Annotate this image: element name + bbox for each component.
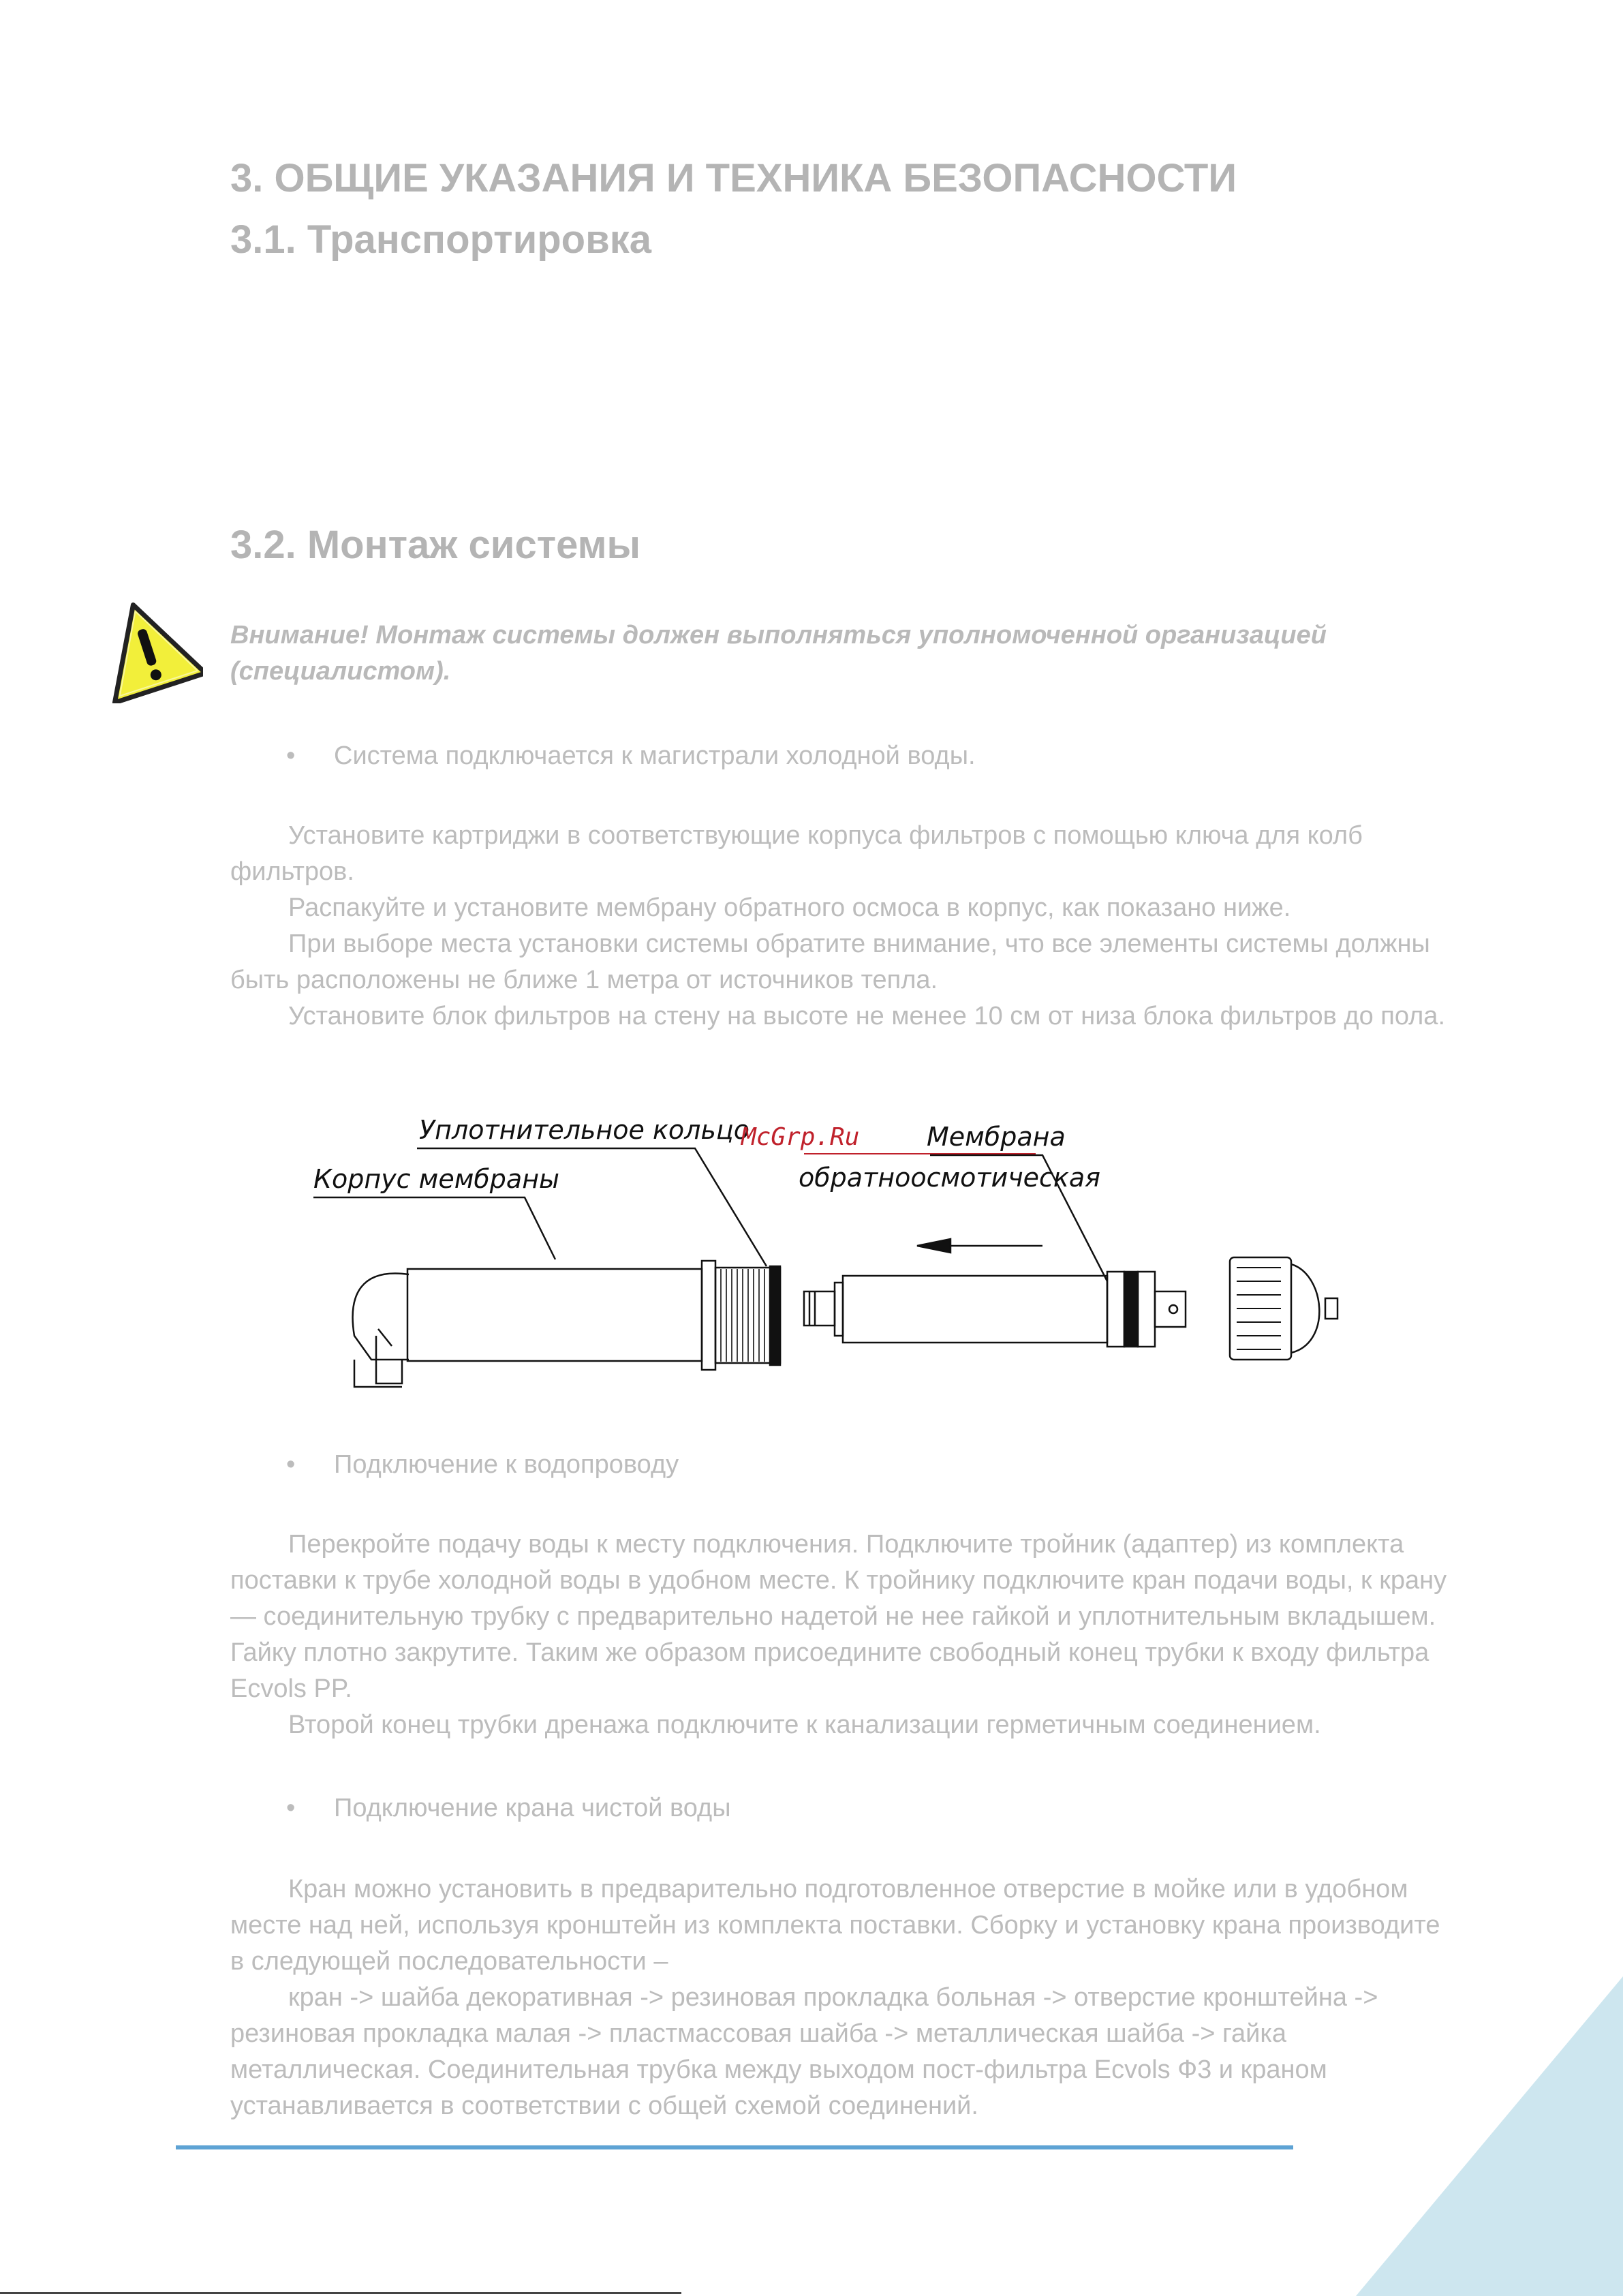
subsection-title-transport: 3.1. Транспортировка <box>230 217 652 262</box>
bullet-marker: • <box>286 741 296 770</box>
end-cap <box>1230 1257 1291 1360</box>
paragraph: Распакуйте и установите мембрану обратного осмоса в корпус, как показано ниже. <box>288 893 1291 922</box>
sealing-ring <box>770 1266 780 1365</box>
housing-dome <box>353 1273 409 1360</box>
label-sealing-ring: Уплотнительное кольцо <box>419 1115 749 1145</box>
bullet-marker: • <box>286 1450 296 1479</box>
watermark: McGrp.Ru <box>741 1123 860 1151</box>
paragraph: кран -> шайба декоративная -> резиновая прокладка больная -> отверстие кронштейна -> резиновая прокладка малая -> пластмассовая шайба -> металлическая шайба -> гайка металлическая. Соединительная трубка между выходом пост-фильтра Ecvols Ф3 и краном устанавливается в соответствии с общей схемой соединений. <box>230 1983 1378 2120</box>
label-membrane-housing: Корпус мембраны <box>313 1164 560 1194</box>
label-membrane-line1: Мембрана <box>927 1122 1066 1152</box>
housing-body <box>407 1269 702 1361</box>
label-membrane-line2: обратноосмотическая <box>799 1163 1101 1193</box>
page-bottom-line <box>0 2292 681 2294</box>
bullet-marker: • <box>286 1794 296 1822</box>
bullet-clean-water-tap <box>286 1794 731 1823</box>
housing-thread <box>715 1268 780 1363</box>
membrane-oring <box>1124 1272 1138 1347</box>
bullet-water-supply <box>286 1450 679 1480</box>
tap-paragraphs <box>230 1871 1457 2124</box>
warning-text: Внимание! Монтаж системы должен выполняться уполномоченной организацией (специалистом). <box>230 621 1327 686</box>
water-supply-paragraphs <box>230 1527 1457 1743</box>
paragraph: Установите картриджи в соответствующие корпуса фильтров с помощью ключа для колб фильтров. <box>230 821 1363 886</box>
installation-paragraphs <box>230 818 1457 1035</box>
paragraph: При выборе места установки системы обратите внимание, что все элементы системы должны быть расположены не ближе 1 метра от источников тепла. <box>230 930 1430 994</box>
leader-housing <box>313 1197 555 1259</box>
flow-arrow-head <box>917 1239 950 1253</box>
subsection-title-installation: 3.2. Монтаж системы <box>230 523 641 567</box>
membrane-body <box>843 1276 1107 1343</box>
footer-rule <box>176 2145 1293 2149</box>
paragraph: Перекройте подачу воды к месту подключения. Подключите тройник (адаптер) из комплекта поставки к трубе холодной воды в удобном месте. К тройнику подключите кран подачи воды, к крану — соединительную трубку с предварительно надетой не нее гайкой и уплотнительным вкладышем. Гайку плотно закрутите. Таким же образом присоедините свободный конец трубки к входу фильтра Ecvols PP. <box>230 1530 1447 1703</box>
bullet-text: Подключение к водопроводу <box>334 1450 679 1479</box>
paragraph: Установите блок фильтров на стену на высоте не менее 10 см от низа блока фильтров до пола. <box>288 1002 1445 1030</box>
paragraph: Второй конец трубки дренажа подключите к канализации герметичным соединением. <box>288 1711 1321 1739</box>
section-title: 3. ОБЩИЕ УКАЗАНИЯ И ТЕХНИКА БЕЗОПАСНОСТИ <box>230 156 1237 200</box>
warning-icon <box>94 594 203 703</box>
bullet-cold-water <box>286 741 976 771</box>
paragraph: Кран можно установить в предварительно подготовленное отверстие в мойке или в удобном месте над ней, используя кронштейн из комплекта поставки. Сборку и установку крана производите в следующей последовательности – <box>230 1875 1440 1976</box>
bullet-text: Подключение крана чистой воды <box>334 1794 731 1822</box>
corner-decoration <box>1356 1976 1623 2296</box>
bullet-text: Система подключается к магистрали холодной воды. <box>334 741 976 770</box>
